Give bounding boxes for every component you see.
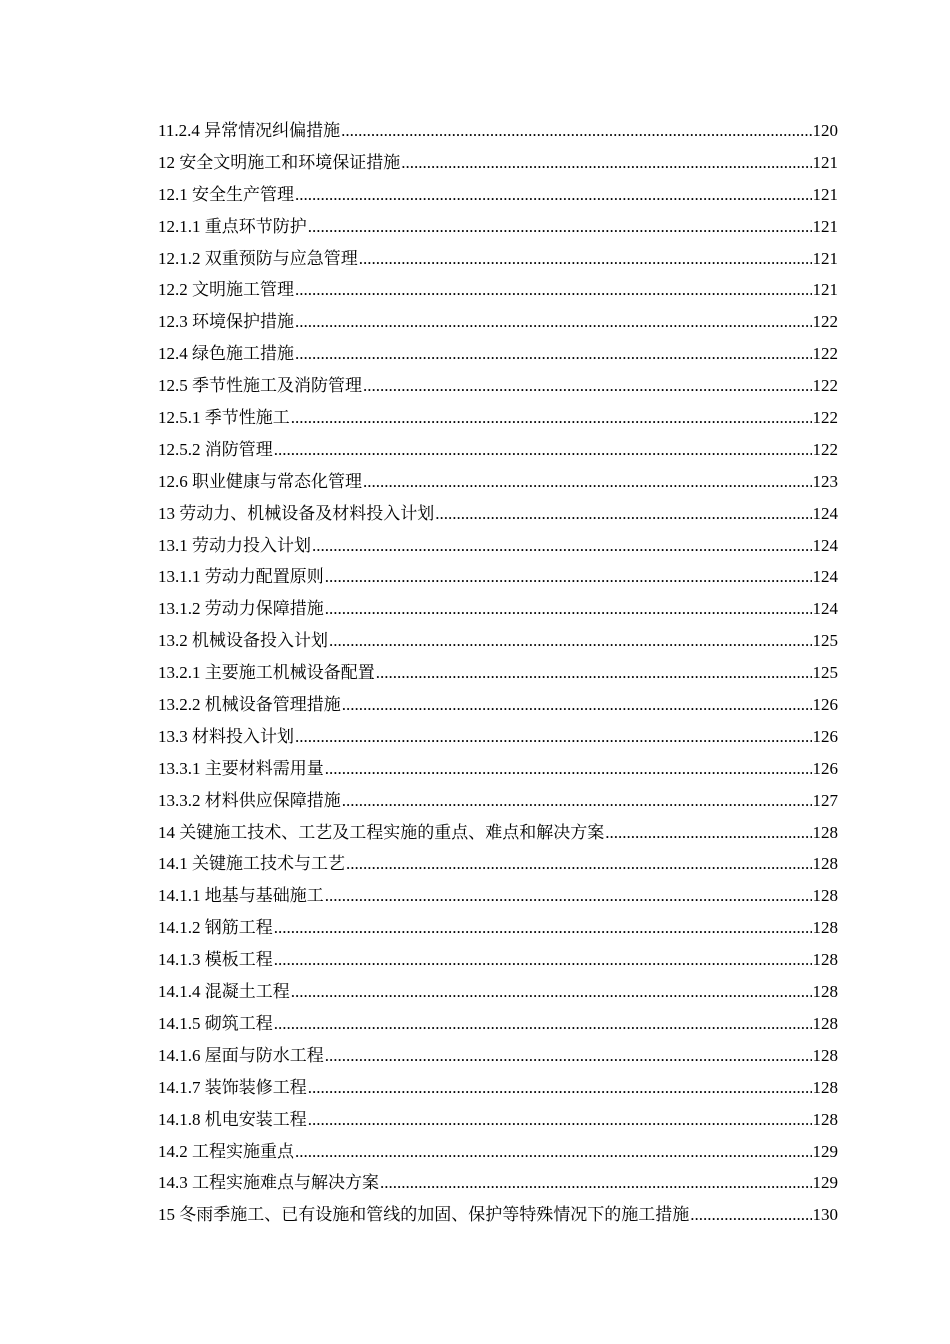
toc-entry-title: 12.1.2 双重预防与应急管理 xyxy=(158,248,358,268)
toc-entry[interactable] xyxy=(158,849,838,881)
toc-entry[interactable] xyxy=(158,244,838,276)
toc-entry[interactable] xyxy=(158,626,838,658)
toc-entry[interactable] xyxy=(158,786,838,818)
toc-leader-dots xyxy=(342,791,812,811)
toc-entry[interactable] xyxy=(158,531,838,563)
toc-entry-title: 14.1.4 混凝土工程 xyxy=(158,982,290,1002)
toc-entry-page-number: 124 xyxy=(812,599,838,619)
toc-leader-dots xyxy=(274,1014,812,1034)
toc-entry-page-number: 126 xyxy=(812,758,838,778)
toc-entry-page-number: 129 xyxy=(812,1173,838,1193)
toc-entry-title: 12.5.2 消防管理 xyxy=(158,439,273,459)
toc-entry-title: 15 冬雨季施工、已有设施和管线的加固、保护等特殊情况下的施工措施 xyxy=(158,1205,690,1225)
toc-entry-title: 12.4 绿色施工措施 xyxy=(158,344,294,364)
toc-entry-title: 14.1 关键施工技术与工艺 xyxy=(158,854,345,874)
toc-entry-title: 13.1.1 劳动力配置原则 xyxy=(158,567,324,587)
toc-entry[interactable] xyxy=(158,435,838,467)
toc-entry[interactable] xyxy=(158,1137,838,1169)
toc-leader-dots xyxy=(274,918,812,938)
toc-entry[interactable] xyxy=(158,977,838,1009)
toc-entry-title: 13.3.1 主要材料需用量 xyxy=(158,758,324,778)
toc-entry-title: 14.2 工程实施重点 xyxy=(158,1141,294,1161)
toc-entry[interactable] xyxy=(158,403,838,435)
toc-entry-page-number: 123 xyxy=(812,471,838,491)
toc-entry-page-number: 121 xyxy=(812,248,838,268)
toc-entry-page-number: 128 xyxy=(812,1013,838,1033)
toc-leader-dots xyxy=(435,504,811,524)
toc-entry-title: 11.2.4 异常情况纠偏措施 xyxy=(158,121,341,140)
toc-leader-dots xyxy=(295,185,812,205)
toc-leader-dots xyxy=(380,1173,812,1193)
toc-entry-page-number: 121 xyxy=(812,280,838,300)
toc-entry-title: 13.3.2 材料供应保障措施 xyxy=(158,790,341,810)
toc-entry[interactable] xyxy=(158,499,838,531)
toc-leader-dots xyxy=(376,663,812,683)
toc-entry[interactable] xyxy=(158,275,838,307)
toc-entry-title: 12.1 安全生产管理 xyxy=(158,184,294,204)
toc-entry[interactable] xyxy=(158,562,838,594)
toc-entry-title: 12.1.1 重点环节防护 xyxy=(158,216,307,236)
toc-entry[interactable] xyxy=(158,722,838,754)
toc-entry[interactable] xyxy=(158,116,838,148)
toc-leader-dots xyxy=(341,121,811,141)
toc-entry-page-number: 128 xyxy=(812,1109,838,1129)
toc-entry-title: 12.5 季节性施工及消防管理 xyxy=(158,376,362,396)
toc-entry-title: 14.1.3 模板工程 xyxy=(158,950,273,970)
toc-leader-dots xyxy=(295,344,812,364)
toc-entry[interactable] xyxy=(158,818,838,850)
toc-entry[interactable] xyxy=(158,945,838,977)
toc-entry[interactable] xyxy=(158,1009,838,1041)
toc-entry[interactable] xyxy=(158,658,838,690)
toc-leader-dots xyxy=(295,1142,812,1162)
toc-leader-dots xyxy=(295,312,812,332)
toc-entry-title: 13.2.1 主要施工机械设备配置 xyxy=(158,663,375,683)
toc-leader-dots xyxy=(291,408,812,428)
toc-entry-page-number: 122 xyxy=(812,344,838,364)
toc-leader-dots xyxy=(325,1046,812,1066)
toc-entry[interactable] xyxy=(158,148,838,180)
toc-entry-title: 14.1.7 装饰装修工程 xyxy=(158,1077,307,1097)
toc-entry[interactable] xyxy=(158,212,838,244)
table-of-contents xyxy=(158,116,838,1232)
toc-entry-title: 14.1.1 地基与基础施工 xyxy=(158,886,324,906)
toc-entry-page-number: 121 xyxy=(812,184,838,204)
toc-entry-page-number: 128 xyxy=(812,1077,838,1097)
toc-entry-title: 14 关键施工技术、工艺及工程实施的重点、难点和解决方案 xyxy=(158,822,605,842)
toc-leader-dots xyxy=(308,217,812,237)
toc-leader-dots xyxy=(325,759,812,779)
toc-leader-dots xyxy=(329,631,812,651)
toc-entry-page-number: 127 xyxy=(812,790,838,810)
toc-entry-page-number: 121 xyxy=(812,152,838,172)
toc-entry-title: 12 安全文明施工和环境保证措施 xyxy=(158,152,401,172)
toc-entry[interactable] xyxy=(158,180,838,212)
toc-entry-page-number: 125 xyxy=(812,631,838,651)
toc-entry-title: 13.2 机械设备投入计划 xyxy=(158,631,328,651)
toc-entry-page-number: 129 xyxy=(812,1141,838,1161)
toc-entry-page-number: 122 xyxy=(812,439,838,459)
toc-entry-page-number: 124 xyxy=(812,535,838,555)
toc-entry-page-number: 128 xyxy=(812,886,838,906)
toc-leader-dots xyxy=(274,950,812,970)
toc-entry-page-number: 128 xyxy=(812,982,838,1002)
toc-leader-dots xyxy=(325,886,812,906)
toc-entry[interactable] xyxy=(158,1105,838,1137)
toc-leader-dots xyxy=(308,1078,812,1098)
toc-entry-title: 13 劳动力、机械设备及材料投入计划 xyxy=(158,503,435,523)
toc-entry[interactable] xyxy=(158,1200,838,1232)
toc-entry-page-number: 128 xyxy=(812,918,838,938)
toc-entry-page-number: 122 xyxy=(812,376,838,396)
toc-entry-title: 14.1.2 钢筋工程 xyxy=(158,918,273,938)
toc-entry-title: 14.1.6 屋面与防水工程 xyxy=(158,1045,324,1065)
toc-entry-page-number: 125 xyxy=(812,663,838,683)
toc-entry-title: 14.1.8 机电安装工程 xyxy=(158,1109,307,1129)
toc-leader-dots xyxy=(295,280,812,300)
toc-entry-page-number: 124 xyxy=(812,567,838,587)
toc-leader-dots xyxy=(274,440,812,460)
toc-entry-title: 13.1.2 劳动力保障措施 xyxy=(158,599,324,619)
toc-entry-page-number: 128 xyxy=(812,950,838,970)
toc-entry[interactable] xyxy=(158,307,838,339)
toc-entry-page-number: 128 xyxy=(812,822,838,842)
toc-entry[interactable] xyxy=(158,1041,838,1073)
toc-leader-dots xyxy=(325,599,812,619)
toc-entry-page-number: 128 xyxy=(812,854,838,874)
toc-entry-title: 13.2.2 机械设备管理措施 xyxy=(158,695,341,715)
toc-leader-dots xyxy=(312,536,812,556)
toc-entry-title: 12.2 文明施工管理 xyxy=(158,280,294,300)
toc-leader-dots xyxy=(342,695,812,715)
toc-leader-dots xyxy=(295,727,812,747)
toc-entry[interactable] xyxy=(158,881,838,913)
toc-entry[interactable] xyxy=(158,913,838,945)
toc-leader-dots xyxy=(291,982,812,1002)
toc-entry-page-number: 122 xyxy=(812,312,838,332)
toc-entry-page-number: 122 xyxy=(812,408,838,428)
toc-entry-page-number: 121 xyxy=(812,216,838,236)
toc-entry[interactable] xyxy=(158,339,838,371)
toc-leader-dots xyxy=(346,854,812,874)
toc-entry-page-number: 124 xyxy=(812,503,838,523)
toc-leader-dots xyxy=(325,567,812,587)
toc-entry-title: 14.1.5 砌筑工程 xyxy=(158,1013,273,1033)
toc-entry[interactable] xyxy=(158,1168,838,1200)
toc-entry[interactable] xyxy=(158,594,838,626)
toc-leader-dots xyxy=(363,376,812,396)
toc-entry-page-number: 130 xyxy=(812,1205,838,1225)
toc-leader-dots xyxy=(308,1110,812,1130)
toc-entry-page-number: 120 xyxy=(812,121,838,140)
toc-entry-title: 13.3 材料投入计划 xyxy=(158,726,294,746)
toc-entry-title: 14.3 工程实施难点与解决方案 xyxy=(158,1173,379,1193)
toc-entry[interactable] xyxy=(158,690,838,722)
toc-entry-page-number: 126 xyxy=(812,726,838,746)
toc-entry-title: 12.6 职业健康与常态化管理 xyxy=(158,471,362,491)
toc-entry[interactable] xyxy=(158,467,838,499)
toc-entry-page-number: 128 xyxy=(812,1045,838,1065)
toc-entry[interactable] xyxy=(158,754,838,786)
toc-leader-dots xyxy=(690,1205,811,1225)
toc-entry-title: 13.1 劳动力投入计划 xyxy=(158,535,311,555)
toc-leader-dots xyxy=(605,823,811,843)
toc-entry-page-number: 126 xyxy=(812,695,838,715)
toc-leader-dots xyxy=(401,153,811,173)
toc-entry-title: 12.3 环境保护措施 xyxy=(158,312,294,332)
toc-entry-title: 12.5.1 季节性施工 xyxy=(158,408,290,428)
toc-entry[interactable] xyxy=(158,1073,838,1105)
toc-entry[interactable] xyxy=(158,371,838,403)
toc-leader-dots xyxy=(363,472,812,492)
toc-leader-dots xyxy=(359,249,812,269)
